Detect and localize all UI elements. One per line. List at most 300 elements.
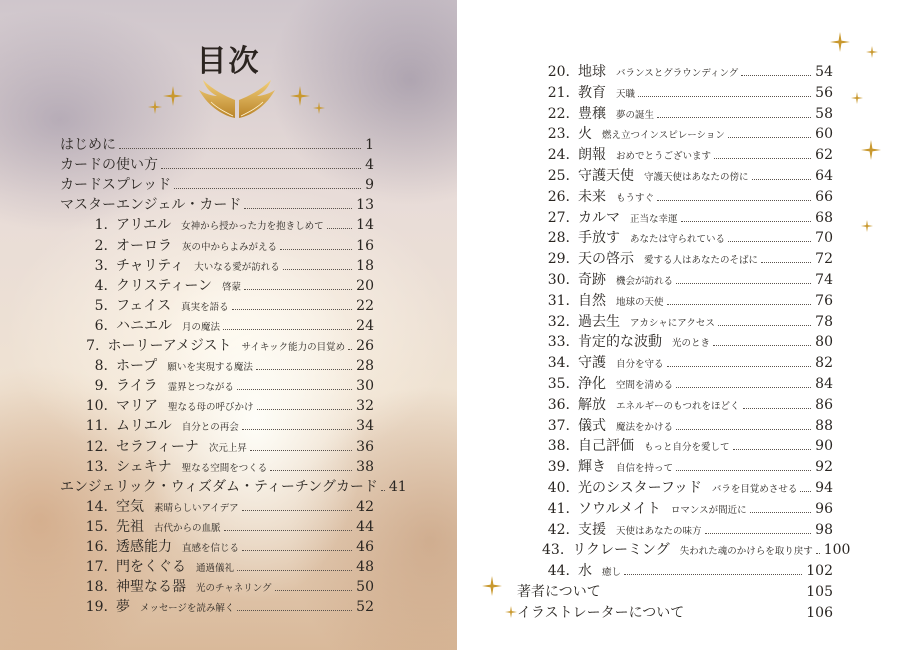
toc-entry xyxy=(80,556,374,578)
toc-entry-number: 7. xyxy=(86,338,100,354)
toc-entry-number: 6. xyxy=(94,317,108,334)
toc-entry xyxy=(60,154,374,176)
dot-leader xyxy=(681,221,812,222)
toc-entry-page: 41 xyxy=(388,478,407,495)
toc-entry-number: 26. xyxy=(547,188,570,205)
sparkle-icon xyxy=(861,140,881,160)
toc-entry-number: 44. xyxy=(547,563,570,580)
toc-entry-page: 42 xyxy=(356,498,374,515)
toc-entry-title: カードスプレッド xyxy=(60,177,172,194)
sparkle-icon xyxy=(148,100,162,114)
dot-leader xyxy=(223,329,352,330)
toc-entry-page: 62 xyxy=(815,147,833,164)
dot-leader xyxy=(728,137,811,138)
toc-entry-subtitle: 大いなる愛が訪れる xyxy=(194,261,280,273)
toc-entry-subtitle: 光のとき xyxy=(672,338,711,350)
toc-entry-subtitle: 愛する人はあなたのそばに xyxy=(644,255,759,267)
toc-entry-title: はじめに xyxy=(60,137,116,153)
toc-entry-number: 29. xyxy=(547,251,570,268)
dot-leader xyxy=(705,533,812,534)
dot-leader xyxy=(161,168,361,169)
toc-entry xyxy=(542,331,833,353)
toc-entry-subtitle: 失われた魂のかけらを取り戻す xyxy=(679,546,813,558)
toc-entry-title: ライラ xyxy=(116,378,158,395)
dot-leader xyxy=(232,309,352,310)
dot-leader xyxy=(676,283,811,284)
toc-entry xyxy=(80,355,374,377)
toc-entry-title: 水 xyxy=(578,563,592,580)
toc-entry-number: 35. xyxy=(547,376,570,392)
toc-entry-page: 36 xyxy=(356,438,374,455)
toc-entry xyxy=(80,596,374,618)
toc-entry-number: 40. xyxy=(547,480,570,496)
toc-entry-title: 教育 xyxy=(578,84,606,101)
toc-entry xyxy=(542,394,833,416)
toc-entry-subtitle: 古代からの血脈 xyxy=(154,522,221,534)
dot-leader xyxy=(237,389,352,390)
dot-leader xyxy=(638,96,811,97)
toc-entry-subtitle: 夢の誕生 xyxy=(616,109,655,121)
toc-entry xyxy=(542,207,833,229)
dot-leader xyxy=(657,117,811,118)
toc-entry-page: 76 xyxy=(815,292,833,309)
toc-entry-number: 31. xyxy=(547,292,570,309)
dot-leader xyxy=(256,369,352,370)
toc-entry-number: 2. xyxy=(94,237,108,254)
toc-entry xyxy=(80,516,374,538)
toc-entry xyxy=(80,315,374,337)
dot-leader xyxy=(275,590,353,591)
toc-entry-subtitle: 燃え立つインスピレーション xyxy=(602,130,725,142)
toc-entry xyxy=(542,560,833,582)
toc-entry-number: 5. xyxy=(94,297,108,314)
toc-entry-subtitle: 直感を信じる xyxy=(182,543,240,554)
toc-entry-title: 門をくぐる xyxy=(116,559,186,576)
toc-entry xyxy=(80,456,374,478)
toc-entry-number: 13. xyxy=(85,458,108,475)
toc-entry-number: 28. xyxy=(547,230,570,247)
sparkle-icon xyxy=(313,102,325,114)
toc-entry-page: 28 xyxy=(356,358,374,375)
toc-entry xyxy=(60,194,374,216)
toc-entry-title: カードの使い方 xyxy=(60,157,158,174)
toc-entry xyxy=(60,134,374,156)
sparkle-icon xyxy=(861,220,873,232)
toc-entry-page: 82 xyxy=(815,355,833,372)
dot-leader xyxy=(718,325,811,326)
toc-entry-number: 34. xyxy=(547,355,570,372)
toc-entry-page: 1 xyxy=(365,137,374,153)
toc-entry-number: 39. xyxy=(547,459,570,476)
toc-entry-title: ハニエル xyxy=(116,317,172,334)
toc-entry xyxy=(80,235,374,257)
dot-leader xyxy=(676,470,811,471)
toc-entry-title: 夢 xyxy=(116,599,130,616)
toc-entry-subtitle: 光のチャネリング xyxy=(196,583,272,595)
dot-leader xyxy=(750,512,812,513)
toc-entry-page: 86 xyxy=(815,396,833,413)
dot-leader xyxy=(761,262,811,263)
toc-entry-number: 33. xyxy=(547,334,570,351)
toc-entry xyxy=(542,519,833,541)
toc-entry-number: 18. xyxy=(85,579,108,596)
toc-entry-number: 15. xyxy=(85,518,108,535)
toc-entry-title: カルマ xyxy=(578,209,620,226)
toc-entry xyxy=(80,295,374,317)
toc-entry xyxy=(542,82,833,104)
toc-entry-number: 16. xyxy=(85,539,108,555)
dot-leader xyxy=(667,366,812,367)
dot-leader xyxy=(676,429,811,430)
toc-entry-subtitle: メッセージを読み解く xyxy=(140,603,235,615)
toc-entry xyxy=(517,602,833,624)
sparkle-icon xyxy=(505,606,517,618)
dot-leader xyxy=(242,550,352,551)
toc-entry-page: 100 xyxy=(823,542,851,559)
toc-entry-title: オーロラ xyxy=(116,237,172,254)
toc-entry-title: 手放す xyxy=(578,230,620,247)
toc-entry-page: 96 xyxy=(815,500,833,517)
toc-entry xyxy=(542,123,833,145)
toc-entry-number: 4. xyxy=(94,277,108,294)
toc-entry-page: 14 xyxy=(356,217,374,234)
toc-entry xyxy=(80,496,374,518)
toc-entry xyxy=(542,498,833,520)
dot-leader xyxy=(816,553,820,554)
toc-entry-title: 輝き xyxy=(578,459,606,476)
dot-leader xyxy=(741,75,811,76)
toc-entry-title: 光のシスターフッド xyxy=(578,480,702,496)
toc-entry-subtitle: 正当な幸運 xyxy=(630,213,678,225)
toc-entry-title: 天の啓示 xyxy=(578,251,634,268)
toc-entry-title: アリエル xyxy=(116,217,172,234)
toc-entry-number: 20. xyxy=(547,64,570,80)
toc-entry-title: 神聖なる器 xyxy=(116,579,186,596)
dot-leader xyxy=(237,570,352,571)
toc-entry xyxy=(80,415,374,437)
sparkle-icon xyxy=(163,86,183,106)
toc-entry-subtitle: 天職 xyxy=(616,88,636,100)
toc-entry-number: 11. xyxy=(85,418,108,435)
toc-entry-number: 1. xyxy=(94,217,108,234)
dot-leader xyxy=(242,510,353,511)
toc-entry-page: 44 xyxy=(356,518,374,535)
toc-entry-page: 54 xyxy=(815,64,833,80)
toc-entry-title: 自己評価 xyxy=(578,438,634,455)
toc-entry-title: チャリティ xyxy=(116,257,185,274)
toc-entry-subtitle: バラを目覚めさせる xyxy=(711,484,798,495)
toc-entry-title: フェイス xyxy=(116,297,172,314)
dot-leader xyxy=(327,228,352,229)
toc-entry-subtitle: 啓蒙 xyxy=(222,281,242,293)
toc-entry-title: 守護天使 xyxy=(578,168,634,184)
toc-entry-title: 火 xyxy=(578,126,592,143)
dot-leader xyxy=(224,530,353,531)
toc-entry-page: 102 xyxy=(806,563,833,580)
toc-entry-page: 56 xyxy=(815,84,833,101)
dot-leader xyxy=(800,491,811,492)
dot-leader xyxy=(237,610,352,611)
toc-entry xyxy=(542,269,833,291)
toc-entry-page: 60 xyxy=(815,126,833,143)
toc-entry-page: 66 xyxy=(815,188,833,205)
toc-entry xyxy=(542,456,833,478)
toc-entry xyxy=(542,103,833,125)
toc-entry-subtitle: 天使はあなたの味方 xyxy=(616,525,702,537)
toc-entry-number: 30. xyxy=(547,272,570,288)
toc-entry-subtitle: あなたは守られている xyxy=(630,234,726,246)
toc-entry xyxy=(60,174,374,196)
toc-entry xyxy=(80,536,374,558)
toc-entry-title: セラフィーナ xyxy=(116,438,199,455)
toc-entry-page: 48 xyxy=(356,559,374,576)
toc-entry xyxy=(542,290,833,312)
toc-entry-title: 肯定的な波動 xyxy=(578,334,662,351)
toc-entry-number: 27. xyxy=(547,209,570,226)
toc-entry-title: 著者について xyxy=(517,584,601,600)
toc-entry-page: 80 xyxy=(815,334,833,351)
toc-entry-subtitle: 地球の天使 xyxy=(616,296,664,308)
dot-leader xyxy=(624,574,802,575)
dot-leader xyxy=(119,148,361,149)
toc-entry xyxy=(542,186,833,208)
toc-entry-page: 94 xyxy=(815,480,833,496)
toc-entry xyxy=(542,435,833,457)
toc-entry-page: 88 xyxy=(815,417,833,434)
toc-entry-subtitle: 霊界とつながる xyxy=(167,382,234,394)
toc-entry-page: 74 xyxy=(815,272,833,288)
toc-entry xyxy=(542,144,833,166)
toc-entry-title: 未来 xyxy=(578,188,606,205)
toc-entry-title: 奇跡 xyxy=(578,272,606,288)
toc-entry-page: 24 xyxy=(356,317,374,334)
angel-wings-icon xyxy=(195,78,279,122)
dot-leader xyxy=(257,409,353,410)
toc-entry-subtitle: 機会が訪れる xyxy=(616,276,674,287)
toc-entry-page: 52 xyxy=(356,599,374,616)
toc-entry-subtitle: 空間を清める xyxy=(616,380,674,391)
toc-entry-title: クリスティーン xyxy=(116,277,213,294)
toc-entry-page: 105 xyxy=(806,584,833,600)
toc-entry-subtitle: 通過儀礼 xyxy=(196,563,235,575)
toc-entry-page: 46 xyxy=(356,539,374,555)
dot-leader xyxy=(657,200,811,201)
toc-entry-subtitle: バランスとグラウンディング xyxy=(616,68,739,79)
dot-leader xyxy=(242,429,352,430)
toc-entry-subtitle: 真実を語る xyxy=(181,301,229,313)
toc-entry-title: ソウルメイト xyxy=(578,500,661,517)
toc-entry-subtitle: もうすぐ xyxy=(616,192,655,204)
toc-entry-subtitle: 灰の中からよみがえる xyxy=(182,241,278,253)
toc-entry-subtitle: 女神から授かった力を抱きしめて xyxy=(181,221,324,233)
toc-entry-page: 68 xyxy=(815,209,833,226)
toc-entry-title: 支援 xyxy=(578,521,606,538)
toc-entry-title: 浄化 xyxy=(578,376,606,392)
dot-leader xyxy=(676,387,811,388)
toc-entry xyxy=(80,335,374,357)
toc-entry-subtitle: 聖なる母の呼びかけ xyxy=(168,402,254,414)
toc-entry-page: 20 xyxy=(356,277,374,294)
page-title: 目次 xyxy=(196,44,261,79)
toc-entry-page: 92 xyxy=(815,459,833,476)
toc-entry-page: 70 xyxy=(815,230,833,247)
toc-entry-title: 朗報 xyxy=(578,147,606,164)
toc-entry-number: 37. xyxy=(547,417,570,434)
toc-entry-subtitle: もっと自分を愛して xyxy=(644,442,730,454)
toc-entry-subtitle: 自信を持って xyxy=(616,463,674,475)
toc-entry-page: 32 xyxy=(356,398,374,415)
toc-entry-number: 9. xyxy=(94,378,108,395)
toc-entry-subtitle: 自分との再会 xyxy=(181,422,239,434)
toc-entry-number: 21. xyxy=(547,84,570,101)
toc-entry-number: 38. xyxy=(547,438,570,455)
toc-entry-number: 42. xyxy=(547,521,570,538)
toc-entry xyxy=(80,436,374,458)
toc-entry-subtitle: 魔法をかける xyxy=(616,421,674,433)
toc-entry-number: 10. xyxy=(85,398,108,415)
dot-leader xyxy=(667,304,812,305)
dot-leader xyxy=(348,349,352,350)
sparkle-icon xyxy=(851,92,863,104)
toc-entry xyxy=(542,415,833,437)
toc-entry-page: 90 xyxy=(815,438,833,455)
toc-entry-page: 9 xyxy=(365,177,374,194)
toc-entry-title: リクレーミング xyxy=(572,542,670,559)
toc-entry-page: 22 xyxy=(356,297,374,314)
toc-entry-number: 43. xyxy=(542,542,565,559)
toc-entry-page: 34 xyxy=(356,418,374,435)
toc-entry-page: 4 xyxy=(365,157,374,174)
toc-entry-number: 24. xyxy=(547,147,570,164)
toc-entry-subtitle: アカシャにアクセス xyxy=(630,317,715,329)
toc-entry-title: ホープ xyxy=(116,358,158,375)
toc-entry-number: 32. xyxy=(547,313,570,330)
toc-entry-subtitle: 素晴らしいアイデア xyxy=(154,502,239,514)
toc-entry-title: イラストレーターについて xyxy=(517,604,685,621)
sparkle-icon xyxy=(482,576,502,596)
toc-entry-subtitle: 癒し xyxy=(602,567,622,579)
dot-leader xyxy=(283,269,352,270)
toc-entry-number: 19. xyxy=(85,599,108,616)
dot-leader xyxy=(174,188,361,189)
dot-leader xyxy=(728,241,811,242)
toc-entry-subtitle: ロマンスが間近に xyxy=(670,504,747,516)
toc-entry-title: マスターエンジェル・カード xyxy=(60,197,242,214)
toc-entry-title: 空気 xyxy=(116,498,144,515)
toc-entry-subtitle: 守護天使はあなたの傍に xyxy=(644,172,749,183)
toc-entry xyxy=(542,373,833,395)
toc-entry-title: マリア xyxy=(116,398,158,415)
toc-entry-number: 41. xyxy=(547,500,570,517)
dot-leader xyxy=(713,345,811,346)
toc-entry-page: 16 xyxy=(356,237,374,254)
toc-entry-number: 3. xyxy=(94,257,108,274)
toc-entry-title: シェキナ xyxy=(116,458,172,475)
toc-entry xyxy=(80,255,374,277)
sparkle-icon xyxy=(290,86,310,106)
toc-entry-number: 25. xyxy=(547,168,570,184)
toc-entry xyxy=(80,576,374,598)
toc-entry-page: 78 xyxy=(815,313,833,330)
dot-leader xyxy=(244,289,352,290)
dot-leader xyxy=(743,408,812,409)
toc-entry-number: 22. xyxy=(547,105,570,122)
toc-entry-title: エンジェリック・ウィズダム・ティーチングカード xyxy=(60,478,378,495)
toc-entry-title: ホーリーアメジスト xyxy=(107,338,232,354)
toc-entry xyxy=(542,352,833,374)
dot-leader xyxy=(714,158,811,159)
toc-entry-page: 72 xyxy=(815,251,833,268)
toc-entry-subtitle: 次元上昇 xyxy=(208,442,247,454)
toc-entry-page: 13 xyxy=(356,197,374,214)
toc-entry-title: 先祖 xyxy=(116,518,144,535)
toc-entry xyxy=(542,248,833,270)
toc-entry xyxy=(517,581,833,603)
toc-entry xyxy=(542,61,833,83)
dot-leader xyxy=(250,450,352,451)
toc-entry-number: 8. xyxy=(94,358,108,375)
toc-entry-number: 14. xyxy=(85,498,108,515)
toc-entry-subtitle: 月の魔法 xyxy=(182,321,221,333)
toc-entry-page: 38 xyxy=(356,458,374,475)
toc-entry-page: 64 xyxy=(815,168,833,184)
toc-entry-title: 透感能力 xyxy=(116,539,172,555)
toc-entry-number: 12. xyxy=(85,438,108,455)
toc-entry-page: 50 xyxy=(356,579,374,596)
toc-entry-subtitle: サイキック能力の目覚め xyxy=(241,342,346,353)
toc-entry-title: 守護 xyxy=(578,355,606,372)
toc-entry-title: ムリエル xyxy=(116,418,172,435)
dot-leader xyxy=(280,249,352,250)
toc-entry-page: 58 xyxy=(815,105,833,122)
toc-entry-subtitle: 願いを実現する魔法 xyxy=(167,362,253,374)
toc-entry-subtitle: 聖なる空間をつくる xyxy=(181,462,268,474)
toc-entry xyxy=(80,214,374,236)
right-page xyxy=(457,0,914,650)
toc-entry-page: 84 xyxy=(815,376,833,392)
dot-leader xyxy=(244,208,352,209)
toc-entry-title: 豊穣 xyxy=(578,105,606,122)
toc-entry xyxy=(542,311,833,333)
toc-entry-subtitle: エネルギーのもつれをほどく xyxy=(616,400,740,412)
toc-entry xyxy=(542,165,833,187)
sparkle-icon xyxy=(830,32,850,52)
toc-entry-title: 解放 xyxy=(578,396,606,413)
toc-entry-number: 17. xyxy=(85,559,108,576)
toc-entry-page: 30 xyxy=(356,378,374,395)
toc-entry-number: 36. xyxy=(547,396,570,413)
dot-leader xyxy=(752,179,812,180)
toc-entry-title: 儀式 xyxy=(578,417,606,434)
dot-leader xyxy=(733,449,812,450)
toc-entry xyxy=(60,476,407,498)
toc-entry-page: 106 xyxy=(806,604,833,621)
toc-entry-title: 地球 xyxy=(578,64,606,80)
toc-entry xyxy=(80,275,374,297)
toc-entry xyxy=(542,477,833,499)
toc-entry-number: 23. xyxy=(547,126,570,143)
toc-entry-page: 26 xyxy=(356,338,374,354)
toc-entry xyxy=(80,395,374,417)
dot-leader xyxy=(381,490,385,491)
sparkle-icon xyxy=(866,46,878,58)
dot-leader xyxy=(270,470,352,471)
toc-entry xyxy=(542,227,833,249)
toc-entry xyxy=(80,375,374,397)
toc-entry xyxy=(542,539,851,561)
toc-entry-page: 98 xyxy=(815,521,833,538)
toc-entry-title: 自然 xyxy=(578,292,606,309)
